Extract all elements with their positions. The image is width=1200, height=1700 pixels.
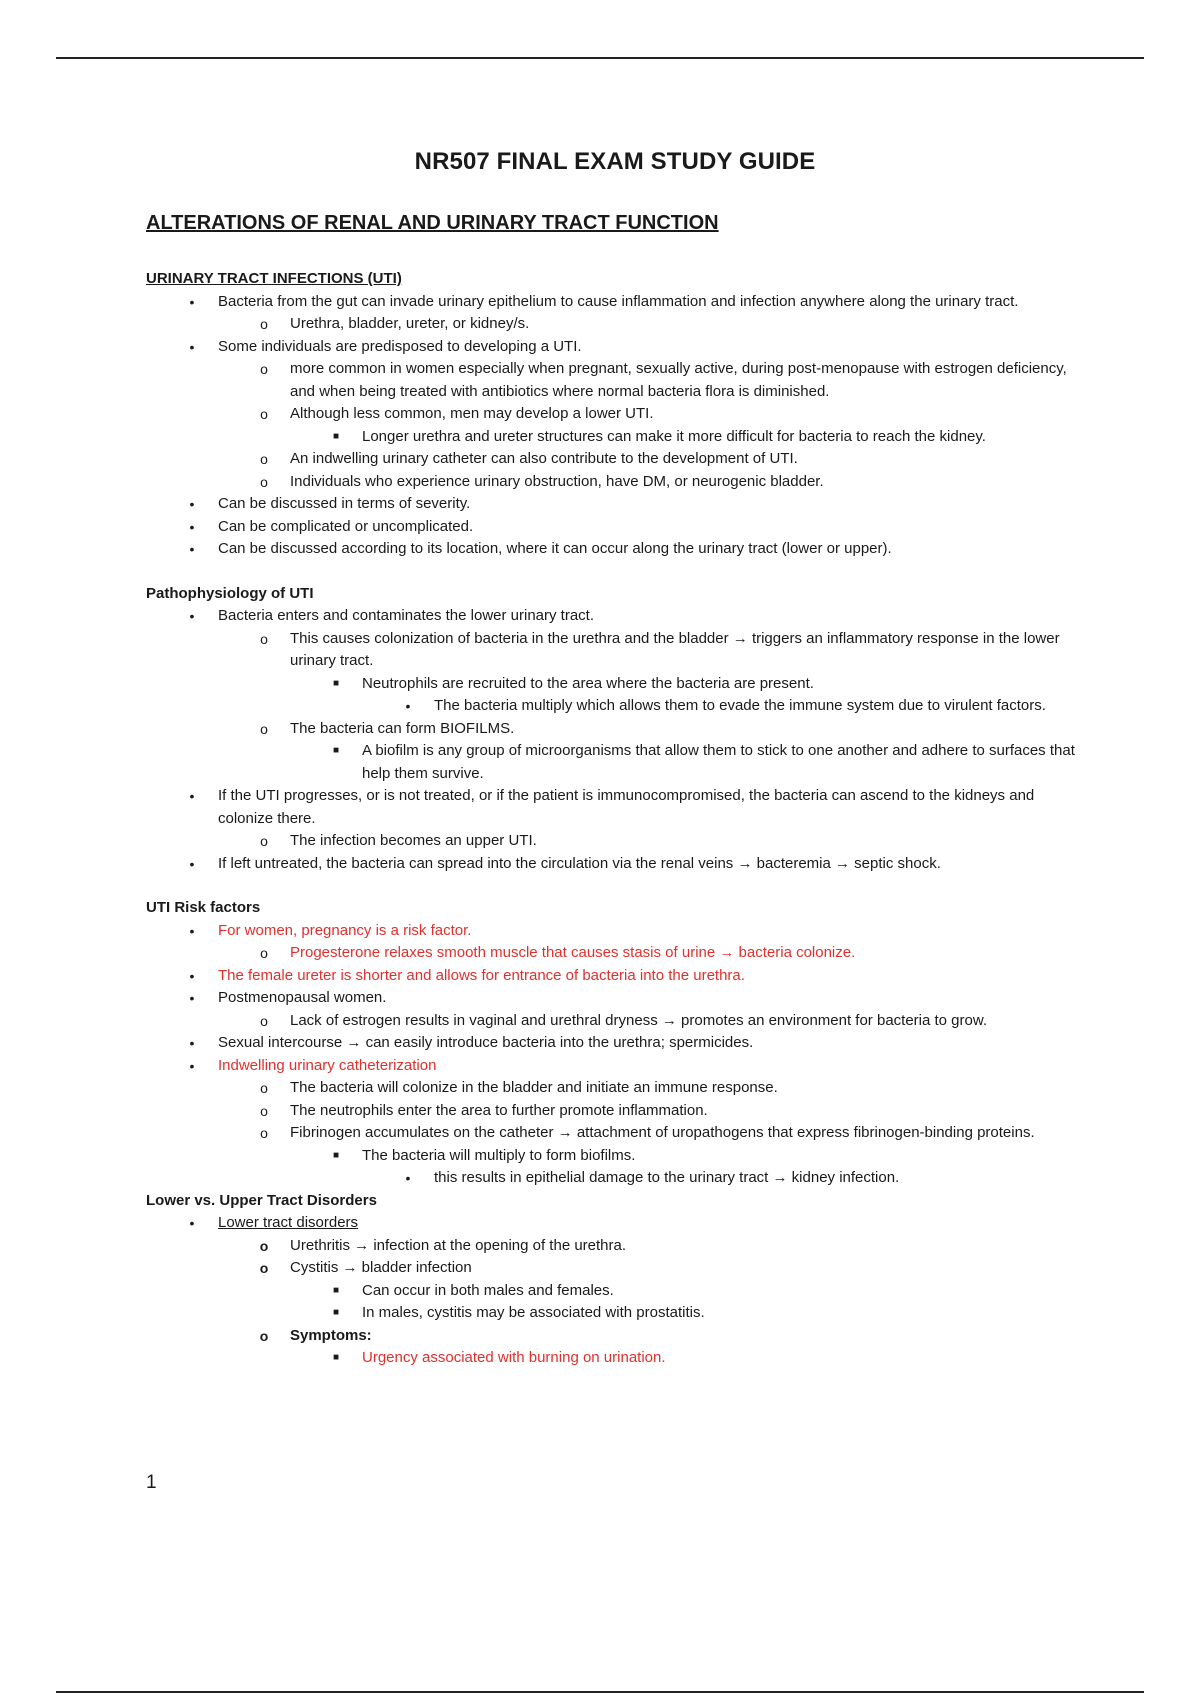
- circle-bullet-icon: o: [259, 1260, 269, 1276]
- list-item: ■ The bacteria will multiply to form biofilms.: [146, 1145, 1076, 1168]
- bullet-icon: •: [189, 338, 195, 355]
- list-item: o Urethritis → infection at the opening of the urethra.: [146, 1235, 1076, 1258]
- list-item: • Some individuals are predisposed to developing a UTI.: [146, 336, 1076, 359]
- list-item: o The neutrophils enter the area to further promote inflammation.: [146, 1100, 1076, 1123]
- list-item: • Bacteria enters and contaminates the lower urinary tract.: [146, 605, 1076, 628]
- section-heading-pathophysiology: Pathophysiology of UTI: [146, 584, 314, 602]
- list-item: o The bacteria can form BIOFILMS.: [146, 718, 1076, 741]
- page-number: 1: [146, 1472, 157, 1493]
- page-title: NR507 FINAL EXAM STUDY GUIDE: [414, 148, 816, 175]
- circle-bullet-icon: o: [260, 630, 268, 647]
- list-item: o An indwelling urinary catheter can also contribute to the development of UTI.: [146, 448, 1076, 471]
- circle-bullet-icon: o: [260, 1012, 268, 1029]
- list-item: • The bacteria multiply which allows them to evade the immune system due to virulent factors.: [146, 695, 1076, 718]
- uti-list: [146, 291, 1076, 561]
- list-item: • this results in epithelial damage to the urinary tract → kidney infection.: [146, 1167, 1076, 1190]
- lower-upper-list: [146, 1212, 1076, 1370]
- bullet-icon: •: [189, 990, 195, 1006]
- circle-bullet-icon: o: [259, 1237, 269, 1254]
- list-item: • Lower tract disorders: [146, 1212, 1076, 1235]
- list-item: o Progesterone relaxes smooth muscle that causes stasis of urine → bacteria colonize.: [146, 942, 1076, 965]
- list-item: ■ Urgency associated with burning on urination.: [146, 1347, 1076, 1370]
- bullet-icon: •: [189, 855, 195, 872]
- bullet-icon: •: [189, 608, 195, 624]
- list-item: o Symptoms:: [146, 1325, 1076, 1348]
- bullet-icon: •: [189, 1057, 195, 1074]
- square-bullet-icon: ■: [332, 745, 340, 756]
- list-item: o Although less common, men may develop a lower UTI.: [146, 403, 1076, 426]
- list-item: o Fibrinogen accumulates on the catheter → attachment of uropathogens that express fibrinogen-binding proteins.: [146, 1122, 1076, 1145]
- square-bullet-icon: ■: [332, 1352, 340, 1363]
- circle-bullet-icon: o: [260, 473, 268, 490]
- bullet-icon: •: [189, 541, 195, 557]
- section-heading-risk-factors: UTI Risk factors: [146, 899, 261, 916]
- list-item: • Indwelling urinary catheterization: [146, 1055, 1076, 1078]
- circle-bullet-icon: o: [260, 316, 268, 332]
- circle-bullet-icon: o: [260, 720, 268, 737]
- list-item: ■ Longer urethra and ureter structures can make it more difficult for bacteria to reach the kidney.: [146, 426, 1076, 449]
- list-item: o The infection becomes an upper UTI.: [146, 830, 1076, 853]
- bullet-icon: •: [189, 518, 195, 535]
- list-item: • Sexual intercourse → can easily introduce bacteria into the urethra; spermicides.: [146, 1032, 1076, 1055]
- list-item: o This causes colonization of bacteria in the urethra and the bladder → triggers an inflammatory response in the lower urinary tract.: [146, 628, 1076, 673]
- circle-bullet-icon: o: [260, 1102, 268, 1119]
- list-item: • Bacteria from the gut can invade urinary epithelium to cause inflammation and infection anywhere along the urinary tract.: [146, 291, 1076, 314]
- list-item: o Cystitis → bladder infection: [146, 1257, 1076, 1280]
- circle-bullet-icon: o: [260, 361, 268, 377]
- square-bullet-icon: ■: [332, 677, 340, 689]
- square-bullet-icon: ■: [332, 430, 340, 442]
- list-item: o The bacteria will colonize in the bladder and initiate an immune response.: [146, 1077, 1076, 1100]
- square-bullet-icon: ■: [332, 1307, 340, 1318]
- list-item: • If left untreated, the bacteria can spread into the circulation via the renal veins → bacteremia → septic shock.: [146, 853, 1076, 876]
- bullet-icon: •: [189, 1215, 195, 1231]
- list-item: o Urethra, bladder, ureter, or kidney/s.: [146, 313, 1076, 336]
- circle-bullet-icon: o: [260, 1080, 268, 1096]
- list-item: • The female ureter is shorter and allows for entrance of bacteria into the urethra.: [146, 965, 1076, 988]
- list-item: • Can be discussed according to its location, where it can occur along the urinary tract (lower or upper).: [146, 538, 1076, 561]
- list-item: ■ Can occur in both males and females.: [146, 1280, 1076, 1303]
- list-item: • If the UTI progresses, or is not treated, or if the patient is immunocompromised, the bacteria can ascend to the kidneys and colonize there.: [146, 785, 1076, 830]
- list-item: ■ A biofilm is any group of microorganisms that allow them to stick to one another and adhere to surfaces that help them survive.: [146, 740, 1076, 785]
- section-heading-lower-vs-upper: Lower vs. Upper Tract Disorders: [146, 1191, 377, 1209]
- list-item: o more common in women especially when pregnant, sexually active, during post-menopause with estrogen deficiency, and when being treated with antibiotics where normal bacteria flora is diminished.: [146, 358, 1076, 403]
- bullet-icon: •: [405, 1170, 411, 1186]
- list-item: ■ Neutrophils are recruited to the area where the bacteria are present.: [146, 673, 1076, 696]
- list-item: o Lack of estrogen results in vaginal and urethral dryness → promotes an environment for bacteria to grow.: [146, 1010, 1076, 1033]
- chapter-heading: ALTERATIONS OF RENAL AND URINARY TRACT FUNCTION: [146, 212, 719, 234]
- bullet-icon: •: [189, 922, 195, 939]
- circle-bullet-icon: o: [260, 451, 268, 467]
- bullet-icon: •: [189, 496, 195, 512]
- bullet-icon: •: [189, 293, 195, 310]
- circle-bullet-icon: o: [259, 1327, 269, 1344]
- risk-factors-list: [146, 920, 1076, 1190]
- list-item: ■ In males, cystitis may be associated with prostatitis.: [146, 1302, 1076, 1325]
- circle-bullet-icon: o: [260, 833, 268, 849]
- footer-rule: [56, 1691, 1144, 1693]
- square-bullet-icon: ■: [332, 1149, 340, 1161]
- list-item: o Individuals who experience urinary obstruction, have DM, or neurogenic bladder.: [146, 471, 1076, 494]
- circle-bullet-icon: o: [260, 945, 268, 961]
- list-item: • Can be complicated or uncomplicated.: [146, 516, 1076, 539]
- bullet-icon: •: [189, 788, 195, 804]
- list-item: • Postmenopausal women.: [146, 987, 1076, 1010]
- pathophysiology-list: [146, 605, 1076, 875]
- section-heading-uti: URINARY TRACT INFECTIONS (UTI): [146, 270, 402, 287]
- square-bullet-icon: ■: [332, 1284, 340, 1296]
- list-item: • Can be discussed in terms of severity.: [146, 493, 1076, 516]
- list-item: • For women, pregnancy is a risk factor.: [146, 920, 1076, 943]
- bullet-icon: •: [405, 698, 411, 714]
- circle-bullet-icon: o: [260, 406, 268, 422]
- bullet-icon: •: [189, 1035, 195, 1051]
- header-rule: [56, 57, 1144, 59]
- circle-bullet-icon: o: [260, 1125, 268, 1141]
- document-body: [146, 268, 1076, 1370]
- bullet-icon: •: [189, 967, 195, 984]
